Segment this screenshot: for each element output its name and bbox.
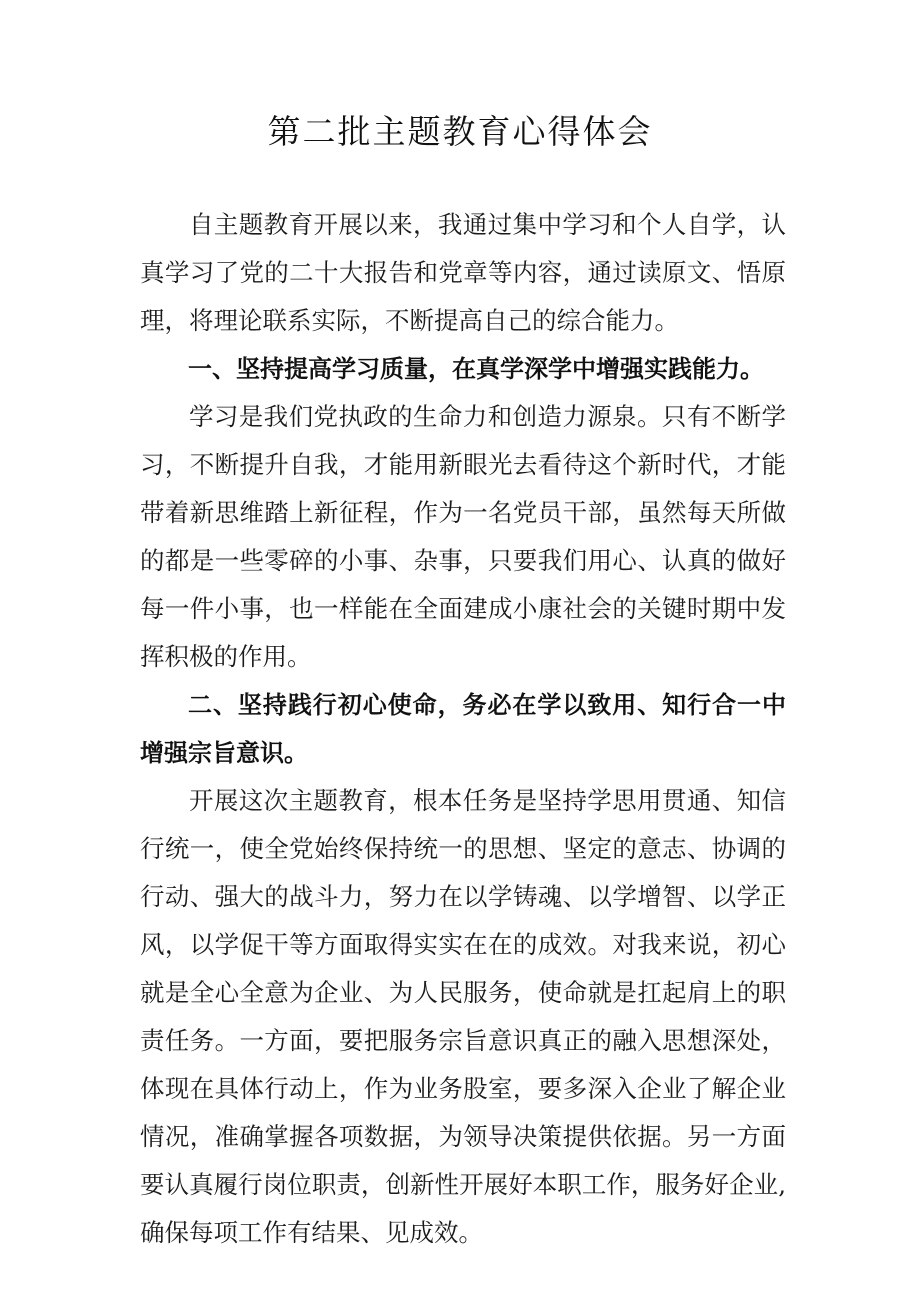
paragraph-section-1: 学习是我们党执政的生命力和创造力源泉。只有不断学习，不断提升自我，才能用新眼光去看待这个新时代，才能带着新思维踏上新征程，作为一名党员干部，虽然每天所做的都是一些零碎的小事、杂事，只要我们用心、认真的做好每一件小事，也一样能在全面建成小康社会的关键时期中发挥积极的作用。 — [140, 402, 786, 671]
paragraph-section-2: 开展这次主题教育，根本任务是坚持学思用贯通、知信行统一，使全党始终保持统一的思想、坚定的意志、协调的行动、强大的战斗力，努力在以学铸魂、以学增智、以学正风，以学促干等方面取得实实在在的成效。对我来说，初心就是全心全意为企业、为人民服务，使命就是扛起肩上的职责任务。一方面，要把服务宗旨意识真正的融入思想深处，体现在具体行动上，作为业务股室，要多深入企业了解企业情况，准确掌握各项数据，为领导决策提供依据。另一方面要认真履行岗位职责，创新性开展好本职工作，服务好企业,确保每项工作有结果、见成效。 — [140, 786, 786, 1247]
document-body — [140, 201, 786, 1257]
paragraph-intro: 自主题教育开展以来，我通过集中学习和个人自学，认真学习了党的二十大报告和党章等内容，通过读原文、悟原理，将理论联系实际，不断提高自己的综合能力。 — [140, 210, 786, 335]
section-heading-1: 一、坚持提高学习质量，在真学深学中增强实践能力。 — [188, 355, 764, 383]
section-heading-2: 二、坚持践行初心使命，务必在学以致用、知行合一中增强宗旨意识。 — [140, 691, 786, 767]
document-title: 第二批主题教育心得体会 — [267, 112, 653, 151]
